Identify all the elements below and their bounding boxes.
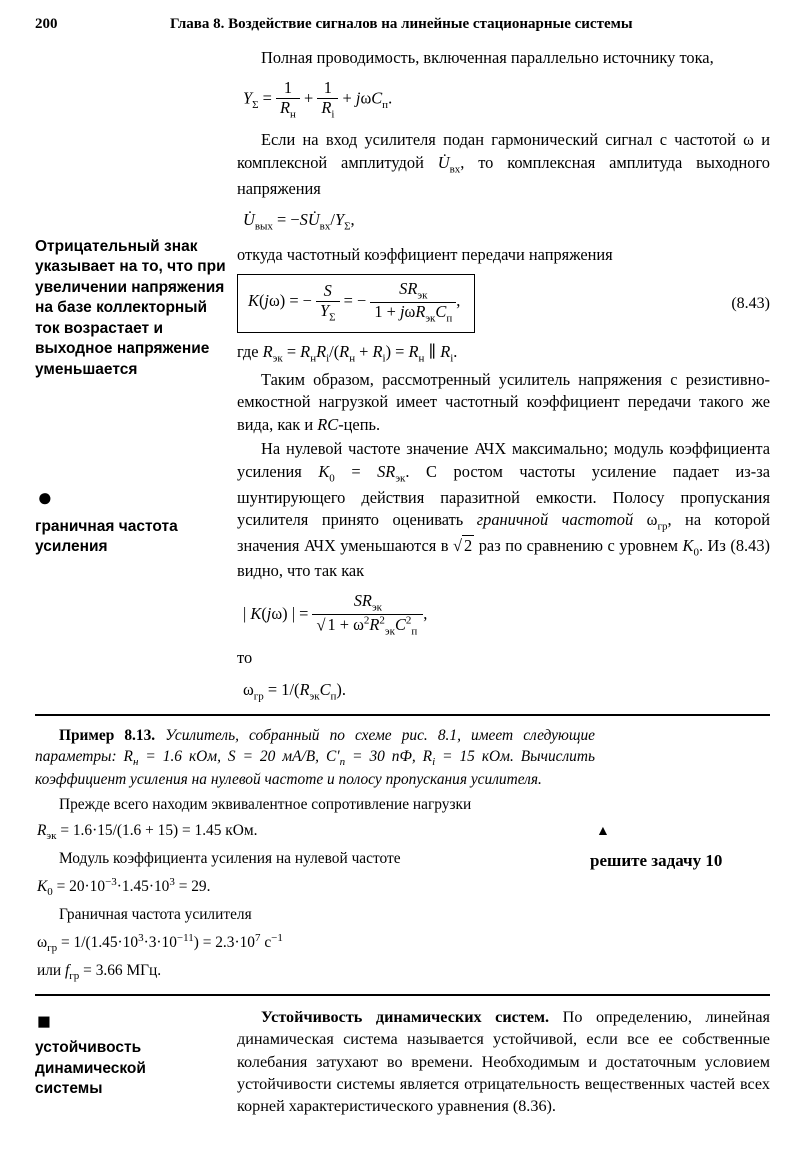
- solve-task-triangle-icon: ▲: [596, 824, 610, 840]
- stability-text: По определению, линейная динамическая система называется устойчивой, если все ее собственные колебания затухают во времени. Необходимым и достаточным условием устойчивости системы является отрицательность вещественных частей всех корней характеристического уравнения (8.36).: [237, 1008, 770, 1115]
- formula-admittance: $Y_\Sigma$ = $\frac{1}{R_н}$ + $\frac{1}{R_i}$ + jωC$_п$.: [243, 77, 393, 120]
- section-divider-bottom: [35, 994, 770, 996]
- formula-k-modulus: | K(jω) | = $\frac{SR_{эк}}{√ 1 + \omega^2R^2_{эк}C^2_п}$ ,: [243, 590, 428, 638]
- solve-task-note: [590, 822, 770, 872]
- theory-section: [35, 47, 770, 704]
- formula-cutoff-frequency: $\omega_{гр} = 1/(R_{эк}C_п)$.: [243, 679, 346, 702]
- bullet-circle-icon: ●: [37, 483, 53, 512]
- margin-note-negative-sign: Отрицательный знак указывает на то, что при увеличении напряжения на базе коллекторный ток возрастает и выходное напряжение уменьшается: [35, 238, 226, 378]
- equation-box-8-43: K(jω) = − $\frac{S}{Y_\Sigma}$ = − $\frac{SR_{эк}}{1 + j\omega R_{эк}C_п}$ ,: [237, 274, 475, 333]
- example-step-3-text: Граничная частота усилителя: [59, 906, 252, 924]
- example-section: [35, 726, 770, 984]
- section-divider-top: [35, 714, 770, 716]
- example-step-1-text: Прежде всего находим эквивалентное сопротивление нагрузки: [59, 796, 472, 814]
- example-formula-k0: $K_0 = 20\cdot 10^{-3}\cdot 1.45\cdot 10^3 = 29$.: [37, 875, 211, 899]
- paragraph-harmonic-signal: Если на вход усилителя подан гармонический сигнал с частотой ω и комплексной амплитудой $U̇_{вх}$, то комплексная амплитуда выходного напряжения: [237, 130, 770, 198]
- stability-text-column: [237, 1006, 770, 1117]
- example-title: Пример 8.13.: [59, 727, 156, 745]
- example-step-2-text: Модуль коэффициента усиления на нулевой частоте: [59, 850, 401, 868]
- paragraph-where-requivalent: где $R_{эк} = R_нR_i/(R_н + R_i) = R_н$ ∥ $R_i$.: [237, 342, 458, 365]
- paragraph-cutoff-frequency: На нулевой частоте значение АЧХ максимально; модуль коэффициента усиления $K_0 = SR_{эк}$. С ростом частоты усиление падает из-за шунтирующего действия паразитной емкости. Полосу пропускания усилителя принято оценивать граничной частотой $\omega_{гр}$, на которой значения АЧХ уменьшаются в √ 2 раз по сравнению с уровнем $K_0$. Из (8.43) видно, что так как: [237, 439, 770, 581]
- paragraph-stability: [237, 1006, 770, 1117]
- page-number: 200: [35, 16, 58, 32]
- stability-lead: Устойчивость динамических систем.: [261, 1008, 550, 1027]
- solve-task-label: решите задачу 10: [590, 851, 723, 871]
- equation-row-8-43: [237, 274, 770, 333]
- example-formula-fgr: или $f_{гр} = 3.66$ МГц.: [37, 962, 162, 983]
- equation-number: (8.43): [731, 294, 770, 312]
- margin-note-cutoff-frequency: граничная частота усиления: [35, 518, 178, 556]
- stability-section: [35, 1006, 770, 1117]
- margin-note-stability: устойчивость динамической системы: [35, 1039, 146, 1098]
- bullet-square-icon: ■: [37, 1009, 51, 1035]
- formula-output-voltage: $U̇_{вых}$ = $-SU̇_{вх}/Y_\Sigma$,: [243, 210, 355, 233]
- page-header: [35, 16, 770, 33]
- paragraph-transfer-coefficient-intro: откуда частотный коэффициент передачи напряжения: [237, 244, 613, 264]
- paragraph-admittance-intro: Полная проводимость, включенная параллельно источнику тока,: [261, 48, 714, 67]
- paragraph-then: то: [237, 648, 253, 668]
- example-statement: Усилитель, собранный по схеме рис. 8.1, имеет следующие параметры: $R_н = 1.6$ кОм, S = 20 мА/В, $C'_п = 30$ пФ, $R_i = 15$ кОм. Вычислить коэффициент усиления на нулевой частоте и полосу пропускания усилителя.: [35, 727, 595, 789]
- example-formula-omega: $\omega_{гр} = 1/(1.45\cdot 10^3\cdot 3\cdot 10^{-11}) = 2.3\cdot 10^7$ $с^{-1}$: [37, 932, 283, 955]
- running-head: Глава 8. Воздействие сигналов на линейные стационарные системы: [170, 16, 633, 32]
- example-intro: [35, 726, 595, 791]
- paragraph-rc-analogy: Таким образом, рассмотренный усилитель напряжения с резистивно-емкостной нагрузкой имеет частотный коэффициент передачи такого же вида, как и RC-цепь.: [237, 369, 770, 434]
- main-text-column: [237, 47, 770, 704]
- example-formula-requivalent: $R_{эк} = 1.6\cdot 15/(1.6 + 15) = 1.45$ кОм.: [37, 822, 258, 843]
